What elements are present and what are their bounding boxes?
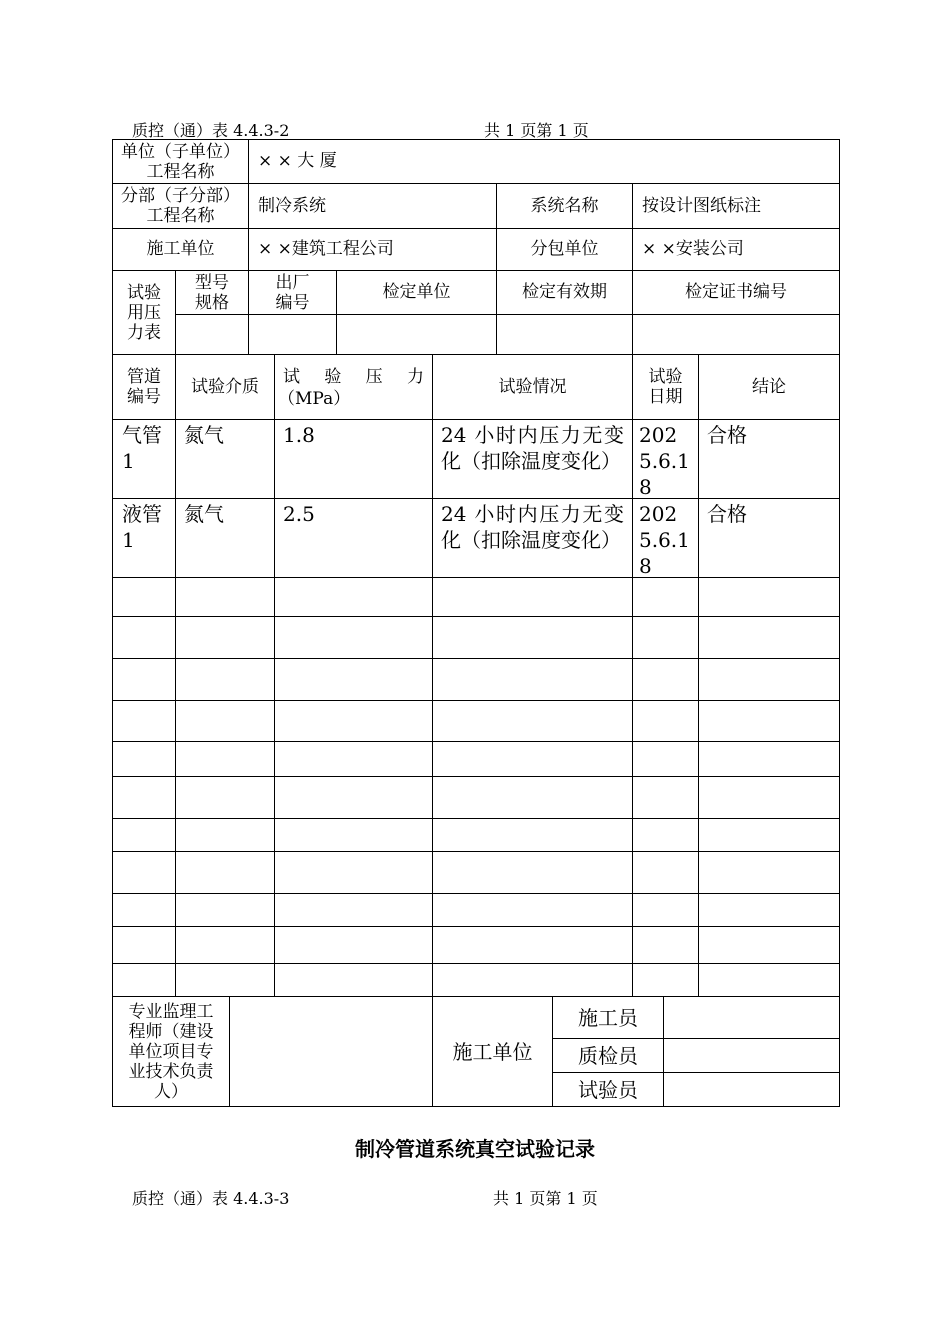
table-row-2-medium: 氮气 bbox=[184, 502, 224, 526]
construction-unit-label: 施工单位 bbox=[146, 239, 215, 259]
pipe-no-header: 管道编号 bbox=[127, 367, 161, 407]
table-row-1-pressure: 1.8 bbox=[283, 423, 315, 447]
table-row-2-pressure: 2.5 bbox=[283, 502, 315, 526]
unit-name-value: × × 大 厦 bbox=[258, 151, 337, 171]
gauge-verify-unit-header: 检定单位 bbox=[382, 282, 451, 302]
branch-name-label: 分部（子分部）工程名称 bbox=[121, 186, 240, 226]
table-row-2-date: 2025.6.18 bbox=[639, 502, 690, 578]
branch-name-value: 制冷系统 bbox=[258, 195, 326, 216]
gauge-label: 试验用压力表 bbox=[127, 282, 161, 343]
system-name-value: 按设计图纸标注 bbox=[642, 195, 761, 216]
medium-header: 试验介质 bbox=[191, 376, 259, 397]
subcontractor-value: × ×安装公司 bbox=[642, 239, 744, 259]
table-row-2-status: 24 小时内压力无变化（扣除温度变化） bbox=[441, 502, 624, 552]
table-row-2-pipe-no: 液管1 bbox=[122, 502, 162, 552]
table-row-1-pipe-no: 气管1 bbox=[122, 423, 162, 473]
next-page-info: 共 1 页第 1 页 bbox=[493, 1189, 598, 1208]
pressure-header-label: 试 验 压 力 bbox=[283, 367, 424, 387]
status-header: 试验情况 bbox=[498, 376, 567, 397]
table-row-1-status: 24 小时内压力无变化（扣除温度变化） bbox=[441, 423, 624, 473]
construction-unit-value: × ×建筑工程公司 bbox=[258, 239, 394, 259]
signoff-construction-unit-label: 施工单位 bbox=[452, 1039, 533, 1064]
system-name-label: 系统名称 bbox=[530, 195, 599, 216]
page-title: 制冷管道系统真空试验记录 bbox=[355, 1137, 595, 1161]
gauge-factory-no-header: 出厂编号 bbox=[275, 272, 310, 313]
pressure-header-unit: （MPa） bbox=[278, 389, 351, 409]
tester-label: 试验员 bbox=[578, 1077, 638, 1102]
gauge-cert-no-header: 检定证书编号 bbox=[685, 282, 787, 302]
gauge-model-header: 型号规格 bbox=[195, 272, 229, 313]
supervisor-label: 专业监理工程师（建设单位项目专业技术负责人） bbox=[128, 1001, 214, 1102]
table-row-1-medium: 氮气 bbox=[184, 423, 224, 447]
worker-label: 施工员 bbox=[578, 1005, 638, 1030]
table-row-1-conclusion: 合格 bbox=[707, 423, 747, 447]
form-code: 质控（通）表 4.4.3-2 bbox=[132, 121, 290, 140]
table-row-1-date: 2025.6.18 bbox=[639, 423, 690, 499]
table-row-2-conclusion: 合格 bbox=[707, 502, 747, 526]
inspector-label: 质检员 bbox=[578, 1043, 638, 1068]
unit-name-label: 单位（子单位）工程名称 bbox=[121, 141, 240, 182]
next-form-code: 质控（通）表 4.4.3-3 bbox=[132, 1189, 290, 1208]
conclusion-header: 结论 bbox=[752, 376, 786, 397]
date-header: 试验日期 bbox=[648, 367, 683, 407]
gauge-validity-header: 检定有效期 bbox=[522, 282, 607, 302]
pressure-header bbox=[275, 355, 432, 419]
subcontractor-label: 分包单位 bbox=[530, 239, 599, 259]
page-info: 共 1 页第 1 页 bbox=[484, 121, 589, 140]
